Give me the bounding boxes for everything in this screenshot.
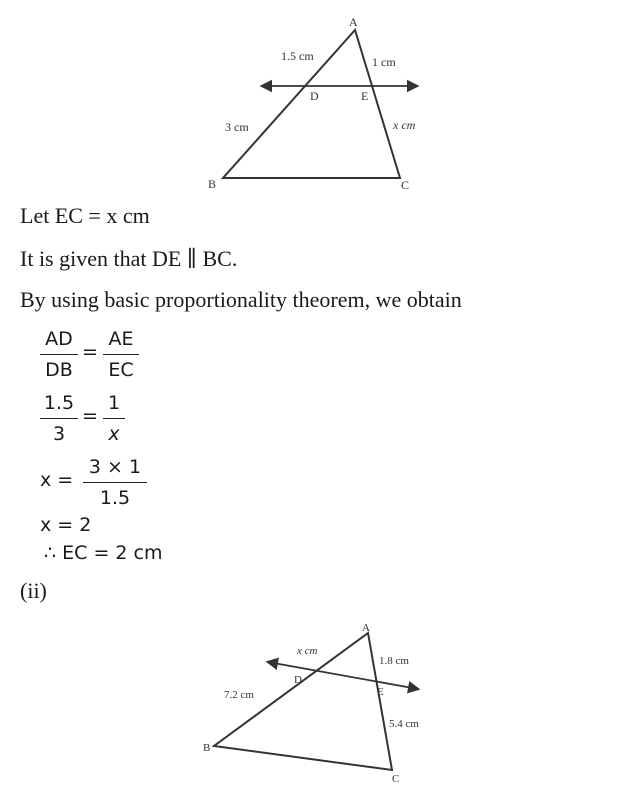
fraction-numerator: AD (45, 328, 73, 350)
vertex-c-label: C (401, 178, 410, 192)
vertex-a-label: A (349, 15, 358, 29)
statement-bpt: By using basic proportionality theorem, we obtain (20, 287, 462, 312)
fraction-1.5-3 (40, 390, 78, 447)
vertex-b-label: B (203, 742, 211, 754)
fraction-denominator: 3 (52, 423, 66, 445)
fraction-denominator: DB (45, 359, 73, 381)
fraction-denominator: 1.5 (99, 487, 131, 509)
label-db: 3 cm (225, 120, 249, 134)
equals-sign: = (82, 341, 98, 363)
equals-sign: = (82, 405, 98, 427)
result-x-equals-2: x = 2 (40, 514, 92, 536)
statement-let-ec: Let EC = x cm (20, 203, 150, 228)
x-equals: x = (40, 469, 74, 491)
label-ec: x cm (393, 118, 416, 132)
point-d-label: D (294, 674, 302, 686)
fraction-denominator: x (108, 423, 120, 445)
triangle-figure-1 (0, 0, 638, 200)
point-e-label: E (377, 686, 384, 698)
label-ae: 1 cm (372, 55, 396, 69)
fraction-denominator: EC (108, 359, 134, 381)
fraction-numerator: AE (108, 328, 134, 350)
vertex-b-label: B (208, 177, 217, 191)
statement-given-parallel: It is given that DE ∥ BC. (20, 246, 238, 271)
fraction-3x1-1.5 (83, 454, 147, 511)
label-ae: 1.8 cm (379, 655, 409, 667)
label-ad: x cm (297, 645, 318, 657)
fraction-numerator: 1.5 (43, 392, 75, 414)
label-ad: 1.5 cm (281, 49, 314, 63)
fraction-1-x (103, 390, 125, 447)
fraction-ad-db (40, 326, 78, 383)
conclusion-ec: ∴ EC = 2 cm (44, 542, 163, 564)
fraction-numerator: 3 × 1 (88, 456, 142, 478)
point-d-label: D (310, 89, 319, 103)
fraction-numerator: 1 (107, 392, 121, 414)
point-e-label: E (361, 89, 369, 103)
triangle-figure-2 (0, 610, 638, 809)
label-ec: 5.4 cm (389, 718, 419, 730)
part-ii-label: (ii) (20, 578, 47, 603)
fraction-ae-ec (103, 326, 139, 383)
vertex-a-label: A (362, 622, 370, 634)
vertex-c-label: C (392, 773, 400, 785)
label-db: 7.2 cm (224, 689, 254, 701)
